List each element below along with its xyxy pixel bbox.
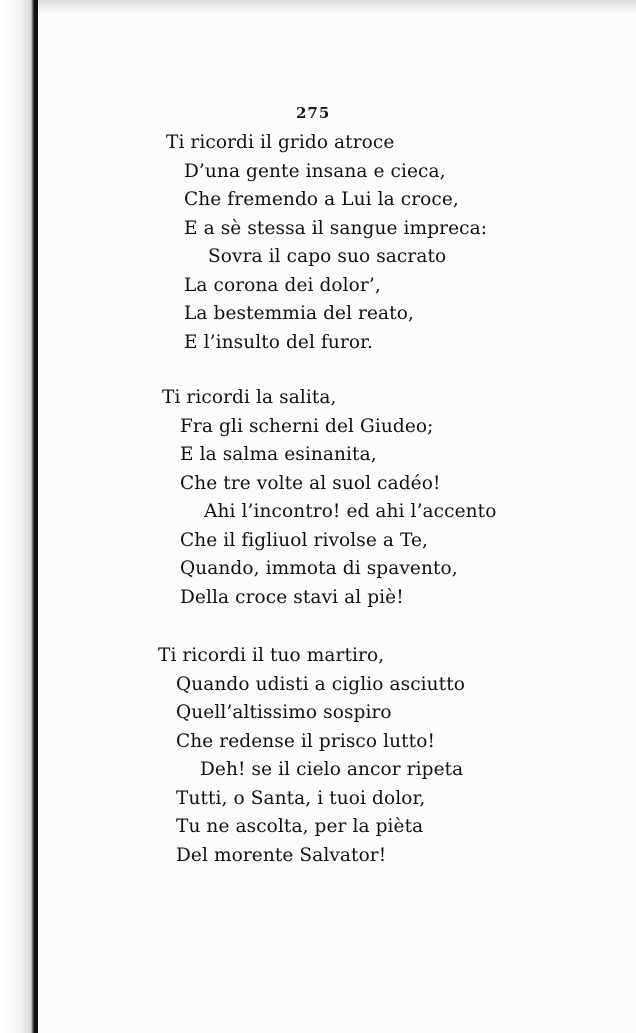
verse-line: Quell’altissimo sospiro: [176, 702, 392, 723]
verse-line: La corona dei dolor’,: [184, 274, 381, 296]
verse-line: Ti ricordi il tuo martiro,: [158, 645, 385, 666]
verse-line: Del morente Salvator!: [176, 844, 387, 866]
verse-line: Della croce stavi al piè!: [180, 586, 404, 608]
verse-line: Quando, immota di spavento,: [180, 558, 458, 579]
verse-line: Tutti, o Santa, i tuoi dolor,: [176, 787, 426, 809]
verse-line: Sovra il capo suo sacrato: [208, 246, 447, 267]
verse-line: Deh! se il cielo ancor ripeta: [200, 759, 464, 780]
verse-line: E la salma esinanita,: [180, 444, 377, 465]
verse-line: D’una gente insana e cieca,: [184, 160, 446, 182]
verse-line: E l’insulto del furor.: [184, 331, 374, 353]
verse-line: Fra gli scherni del Giudeo;: [180, 415, 434, 437]
verse-line: Tu ne ascolta, per la pièta: [176, 816, 424, 837]
verse-line: Quando udisti a ciglio asciutto: [176, 673, 465, 695]
page-top-shadow: [38, 0, 636, 14]
page-number: 275: [296, 104, 331, 122]
verse-line: E a sè stessa il sangue impreca:: [184, 217, 488, 239]
verse-line: Che fremendo a Lui la croce,: [184, 189, 459, 210]
verse-line: Che il figliuol rivolse a Te,: [180, 529, 429, 551]
verse-line: Che redense il prisco lutto!: [176, 730, 435, 752]
verse-line: Che tre volte al suol cadéo!: [180, 472, 441, 494]
binding-edge-line: [34, 0, 38, 1033]
verse-line: Ti ricordi la salita,: [162, 387, 337, 408]
verse-line: La bestemmia del reato,: [184, 303, 414, 324]
verse-line: Ti ricordi il grido atroce: [166, 132, 395, 153]
verse-line: Ahi l’incontro! ed ahi l’accento: [204, 501, 497, 522]
binding-gutter: [0, 0, 34, 1033]
